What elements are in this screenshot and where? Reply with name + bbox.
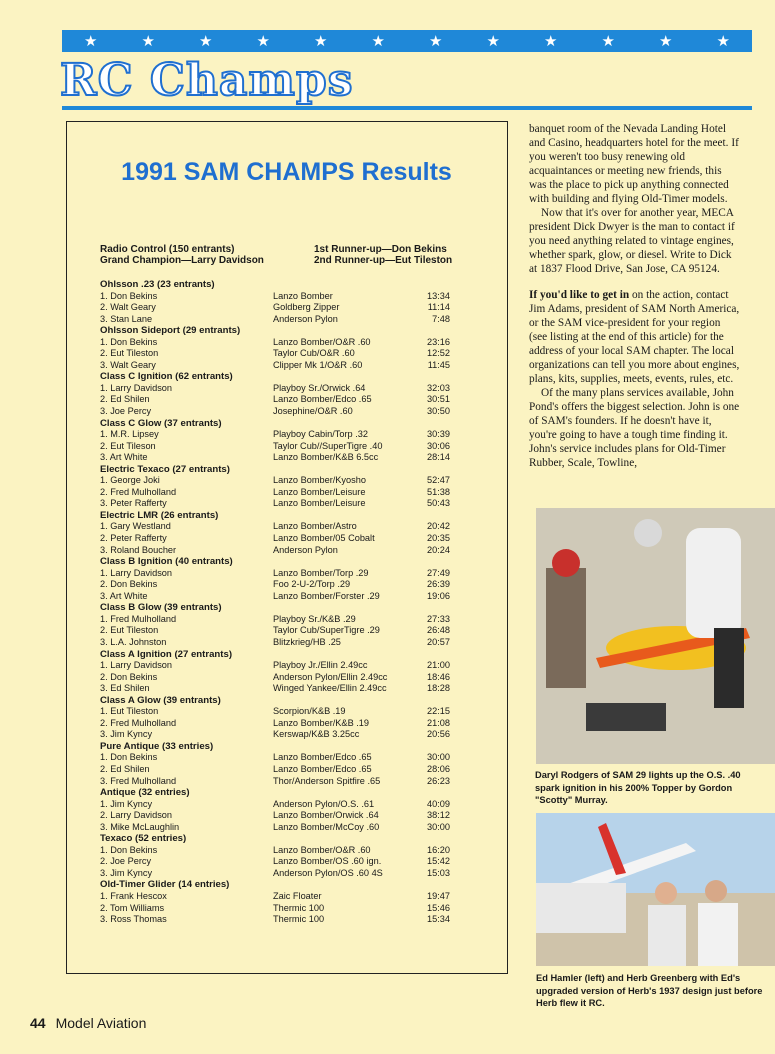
competitor-name: 3. Art White [100, 452, 148, 463]
competitor-name: 3. Ed Shilen [100, 683, 150, 694]
flight-time: 22:15 [427, 706, 450, 717]
plane-engine: Taylor Cub//SuperTigre .40 [273, 440, 383, 451]
category-label: Class C Ignition (62 entrants) [100, 371, 233, 383]
plane-engine: Lanzo Bomber/Forster .29 [273, 590, 380, 601]
plane-engine: Clipper Mk 1/O&R .60 [273, 359, 363, 370]
star-icon: ★ [716, 33, 730, 50]
result-row [100, 752, 460, 764]
result-row [100, 903, 460, 915]
results-list [100, 279, 460, 926]
flight-time: 15:34 [427, 914, 450, 925]
category-heading [100, 649, 460, 661]
plane-engine: Lanzo Bomber/K&B 6.5cc [273, 452, 379, 463]
flight-time: 23:16 [427, 336, 450, 347]
result-row [100, 348, 460, 360]
competitor-name: 2. Eut Tileson [100, 440, 156, 451]
flight-time: 20:56 [427, 729, 450, 740]
flight-time: 40:09 [427, 798, 450, 809]
plane-engine: Playboy Sr./K&B .29 [273, 613, 356, 624]
competitor-name: 3. Stan Lane [100, 313, 153, 324]
flight-time: 7:48 [432, 313, 450, 324]
header-rule [62, 106, 752, 110]
result-row [100, 764, 460, 776]
category-heading [100, 556, 460, 568]
result-row [100, 302, 460, 314]
star-icon: ★ [141, 33, 155, 50]
result-row [100, 394, 460, 406]
star-row [62, 30, 752, 52]
category-heading [100, 879, 460, 891]
competitor-name: 3. Fred Mulholland [100, 775, 177, 786]
competitor-name: 2. Larry Davidson [100, 810, 173, 821]
competitor-name: 1. M.R. Lipsey [100, 429, 159, 440]
result-row [100, 291, 460, 303]
star-icon: ★ [256, 33, 270, 50]
category-heading [100, 279, 460, 291]
flight-time: 52:47 [427, 475, 450, 486]
article-paragraph: Of the many plans services available, John Pond's offers the biggest selection. John is one of SAM's founders. If he doesn't have it, you're going to have a tough time finding it. John's service includes plans for Old-Timer Rubber, Scale, Towline, [529, 387, 740, 469]
plane-engine: Lanzo Bomber/McCoy .60 [273, 821, 380, 832]
flight-time: 27:49 [427, 567, 450, 578]
flight-time: 13:34 [427, 290, 450, 301]
category-label: Class A Ignition (27 entrants) [100, 648, 233, 660]
flight-time: 26:39 [427, 579, 450, 590]
competitor-name: 1. Larry Davidson [100, 567, 173, 578]
competitor-name: 2. Fred Mulholland [100, 717, 177, 728]
plane-engine: Lanzo Bomber/Edco .65 [273, 394, 372, 405]
competitor-name: 2. Ed Shilen [100, 394, 150, 405]
plane-engine: Playboy Jr./Ellin 2.49cc [273, 660, 368, 671]
competitor-name: 1. Eut Tileston [100, 706, 159, 717]
lead-in: If you'd like to get in [529, 289, 630, 301]
plane-engine: Taylor Cub/O&R .60 [273, 348, 355, 359]
competitor-name: 3. Roland Boucher [100, 544, 177, 555]
result-row [100, 776, 460, 788]
plane-engine: Anderson Pylon/O.S. .61 [273, 798, 375, 809]
competitor-name: 2. Don Bekins [100, 671, 158, 682]
plane-engine: Thermic 100 [273, 914, 325, 925]
flight-time: 28:14 [427, 452, 450, 463]
plane-engine: Anderson Pylon [273, 544, 338, 555]
result-row [100, 614, 460, 626]
plane-engine: Lanzo Bomber/K&B .19 [273, 717, 370, 728]
flight-time: 20:24 [427, 544, 450, 555]
result-row [100, 729, 460, 741]
competitor-name: 3. Walt Geary [100, 359, 156, 370]
competitor-name: 1. Frank Hescox [100, 890, 167, 901]
flight-time: 18:28 [427, 683, 450, 694]
results-title: 1991 SAM CHAMPS Results [121, 158, 452, 186]
category-heading [100, 325, 460, 337]
competitor-name: 3. L.A. Johnston [100, 636, 167, 647]
category-label: Pure Antique (33 entries) [100, 740, 214, 752]
plane-engine: Taylor Cub/SuperTigre .29 [273, 625, 380, 636]
plane-engine: Lanzo Bomber/Torp .29 [273, 567, 369, 578]
plane-engine: Thermic 100 [273, 902, 325, 913]
competitor-name: 2. Tom Williams [100, 902, 165, 913]
flight-time: 26:48 [427, 625, 450, 636]
star-icon: ★ [429, 33, 443, 50]
category-label: Class A Glow (39 entrants) [100, 694, 221, 706]
plane-engine: Foo 2-U-2/Torp .29 [273, 579, 351, 590]
competitor-name: 3. Peter Rafferty [100, 498, 167, 509]
category-label: Electric LMR (26 entrants) [100, 509, 219, 521]
plane-engine: Winged Yankee/Ellin 2.49cc [273, 683, 387, 694]
photo-caption: Ed Hamler (left) and Herb Greenberg with Ed's upgraded version of Herb's 1937 design just before Herb flew it RC. [536, 973, 763, 1008]
competitor-name: 1. Gary Westland [100, 521, 171, 532]
category-heading [100, 510, 460, 522]
result-row [100, 660, 460, 672]
plane-engine: Lanzo Bomber/Kyosho [273, 475, 366, 486]
result-row [100, 637, 460, 649]
category-heading [100, 741, 460, 753]
article-column [529, 122, 741, 470]
result-row [100, 533, 460, 545]
competitor-name: 1. Don Bekins [100, 844, 158, 855]
competitor-name: 3. Joe Percy [100, 406, 152, 417]
result-row [100, 672, 460, 684]
flight-time: 16:20 [427, 844, 450, 855]
plane-engine: Lanzo Bomber [273, 290, 333, 301]
flight-time: 11:45 [427, 359, 450, 370]
flight-time: 30:50 [427, 406, 450, 417]
competitor-name: 3. Jim Kyncy [100, 867, 153, 878]
star-icon: ★ [544, 33, 558, 50]
plane-engine: Lanzo Bomber/OS .60 ign. [273, 856, 382, 867]
category-heading [100, 602, 460, 614]
star-icon: ★ [371, 33, 385, 50]
result-row [100, 579, 460, 591]
star-icon: ★ [486, 33, 500, 50]
result-row [100, 822, 460, 834]
flight-time: 15:46 [427, 902, 450, 913]
plane-engine: Playboy Cabin/Torp .32 [273, 429, 368, 440]
competitor-name: 1. Jim Kyncy [100, 798, 153, 809]
category-label: Class C Glow (37 entrants) [100, 417, 222, 429]
page-number: 44 [30, 1015, 46, 1031]
flight-time: 30:51 [427, 394, 450, 405]
category-label: Ohlsson .23 (23 entrants) [100, 279, 215, 290]
star-icon: ★ [659, 33, 673, 50]
flight-time: 30:00 [427, 752, 450, 763]
result-row [100, 521, 460, 533]
category-heading [100, 418, 460, 430]
competitor-name: 3. Art White [100, 590, 148, 601]
plane-engine: Playboy Sr./Orwick .64 [273, 382, 366, 393]
result-row [100, 683, 460, 695]
result-row [100, 406, 460, 418]
article-paragraph [529, 288, 741, 386]
result-row [100, 452, 460, 464]
plane-engine: Lanzo Bomber/O&R .60 [273, 844, 371, 855]
competitor-name: 3. Ross Thomas [100, 914, 167, 925]
flight-time: 51:38 [427, 486, 450, 497]
result-row [100, 429, 460, 441]
competitor-name: 1. Don Bekins [100, 290, 158, 301]
result-row [100, 498, 460, 510]
plane-engine: Thor/Anderson Spitfire .65 [273, 775, 381, 786]
competitor-name: 1. Fred Mulholland [100, 613, 177, 624]
competitor-name: 3. Mike McLaughlin [100, 821, 180, 832]
competitor-name: 2. Joe Percy [100, 856, 152, 867]
star-icon: ★ [601, 33, 615, 50]
plane-engine: Lanzo Bomber/Leisure [273, 486, 366, 497]
flight-time: 19:47 [427, 890, 450, 901]
plane-engine: Lanzo Bomber/O&R .60 [273, 336, 371, 347]
category-heading [100, 787, 460, 799]
flight-time: 32:03 [427, 382, 450, 393]
plane-engine: Lanzo Bomber/Edco .65 [273, 752, 372, 763]
category-heading [100, 833, 460, 845]
page-footer [30, 1015, 146, 1031]
rc-summary-left [100, 244, 264, 266]
result-row [100, 914, 460, 926]
result-row [100, 314, 460, 326]
photo-topper-engine [536, 508, 775, 764]
category-heading [100, 371, 460, 383]
plane-engine: Lanzo Bomber/Astro [273, 521, 357, 532]
flight-time: 50:43 [427, 498, 450, 509]
first-runner-up: 1st Runner-up—Don Bekins [314, 244, 447, 255]
result-row [100, 718, 460, 730]
paragraph-text: on the action, contact Jim Adams, president of SAM North America, or the SAM vice-president for your region (see listing at the end of this article) for the address of your local SAM chapter. The local organizations can tell you more about engines, plans, kits, supplies, meets, events, rules, etc. [529, 289, 740, 385]
result-row [100, 337, 460, 349]
article-paragraph: Now that it's over for another year, MECA president Dick Dwyer is the man to contact if you need anything related to vintage engines, whether spark, glow, or diesel. Write to Dick at 1837 Flood Drive, San Jose, CA 95124. [529, 207, 735, 275]
result-row [100, 891, 460, 903]
magazine-name: Model Aviation [55, 1015, 147, 1031]
result-row [100, 856, 460, 868]
star-icon: ★ [84, 33, 98, 50]
header-banner [62, 30, 752, 52]
flight-time: 30:39 [427, 429, 450, 440]
result-row [100, 799, 460, 811]
flight-time: 30:00 [427, 821, 450, 832]
plane-engine: Kerswap/K&B 3.25cc [273, 729, 360, 740]
plane-engine: Josephine/O&R .60 [273, 406, 353, 417]
article-paragraph: banquet room of the Nevada Landing Hotel and Casino, headquarters hotel for the meet. If you weren't too busy renewing old acquaintances or meeting new friends, this was the place to pick up anything connected with building and flying Old-Timer models. [529, 123, 739, 205]
flight-time: 20:57 [427, 636, 450, 647]
flight-time: 30:06 [427, 440, 450, 451]
plane-engine: Anderson Pylon/Ellin 2.49cc [273, 671, 388, 682]
competitor-name: 2. Walt Geary [100, 302, 156, 313]
flight-time: 38:12 [427, 810, 450, 821]
plane-engine: Blitzkrieg/HB .25 [273, 636, 341, 647]
competitor-name: 2. Eut Tileston [100, 348, 159, 359]
competitor-name: 2. Ed Shilen [100, 763, 150, 774]
category-label: Antique (32 entries) [100, 787, 190, 799]
flight-time: 15:42 [427, 856, 450, 867]
competitor-name: 2. Don Bekins [100, 579, 158, 590]
grand-champion: Grand Champion—Larry Davidson [100, 255, 264, 266]
competitor-name: 3. Jim Kyncy [100, 729, 153, 740]
result-row [100, 706, 460, 718]
result-row [100, 845, 460, 857]
flight-time: 12:52 [427, 348, 450, 359]
result-row [100, 868, 460, 880]
flight-time: 21:00 [427, 660, 450, 671]
plane-engine: Lanzo Bomber/Edco .65 [273, 763, 372, 774]
flight-time: 19:06 [427, 590, 450, 601]
flight-time: 20:35 [427, 533, 450, 544]
category-label: Ohlsson Sideport (29 entrants) [100, 325, 241, 337]
result-row [100, 441, 460, 453]
category-label: Class B Ignition (40 entrants) [100, 556, 233, 568]
competitor-name: 1. Larry Davidson [100, 382, 173, 393]
category-label: Old-Timer Glider (14 entries) [100, 879, 230, 891]
competitor-name: 2. Peter Rafferty [100, 533, 167, 544]
category-label: Electric Texaco (27 entrants) [100, 463, 230, 475]
category-label: Class B Glow (39 entrants) [100, 602, 222, 614]
flight-time: 15:03 [427, 867, 450, 878]
star-icon: ★ [314, 33, 328, 50]
plane-engine: Anderson Pylon/OS .60 4S [273, 867, 383, 878]
competitor-name: 2. Eut Tileston [100, 625, 159, 636]
flight-time: 18:46 [427, 671, 450, 682]
flight-time: 11:14 [427, 302, 450, 313]
category-label: Texaco (52 entries) [100, 833, 187, 845]
category-heading [100, 695, 460, 707]
result-row [100, 625, 460, 637]
flight-time: 28:06 [427, 763, 450, 774]
result-row [100, 383, 460, 395]
competitor-name: 1. Don Bekins [100, 336, 158, 347]
flight-time: 27:33 [427, 613, 450, 624]
plane-engine: Lanzo Bomber/Orwick .64 [273, 810, 379, 821]
rc-summary-right [314, 244, 452, 266]
plane-engine: Scorpion/K&B .19 [273, 706, 346, 717]
competitor-name: 1. Larry Davidson [100, 660, 173, 671]
result-row [100, 487, 460, 499]
result-row [100, 545, 460, 557]
flight-time: 21:08 [427, 717, 450, 728]
competitor-name: 2. Fred Mulholland [100, 486, 177, 497]
result-row [100, 360, 460, 372]
competitor-name: 1. Don Bekins [100, 752, 158, 763]
result-row [100, 568, 460, 580]
flight-time: 26:23 [427, 775, 450, 786]
rc-entrants: Radio Control (150 entrants) [100, 244, 235, 255]
plane-engine: Lanzo Bomber/05 Cobalt [273, 533, 375, 544]
result-row [100, 810, 460, 822]
plane-engine: Lanzo Bomber/Leisure [273, 498, 366, 509]
flight-time: 20:42 [427, 521, 450, 532]
plane-engine: Anderson Pylon [273, 313, 338, 324]
section-title: RC Champs [60, 55, 354, 106]
star-icon: ★ [199, 33, 213, 50]
category-heading [100, 464, 460, 476]
photo-caption: Daryl Rodgers of SAM 29 lights up the O.S. .40 spark ignition in his 200% Topper by Gordon "Scotty" Murray. [535, 770, 741, 805]
result-row [100, 475, 460, 487]
second-runner-up: 2nd Runner-up—Eut Tileston [314, 255, 453, 266]
competitor-name: 1. George Joki [100, 475, 160, 486]
plane-engine: Goldberg Zipper [273, 302, 340, 313]
result-row [100, 591, 460, 603]
photo-hamler-greenberg [536, 813, 775, 966]
plane-engine: Zaic Floater [273, 890, 322, 901]
